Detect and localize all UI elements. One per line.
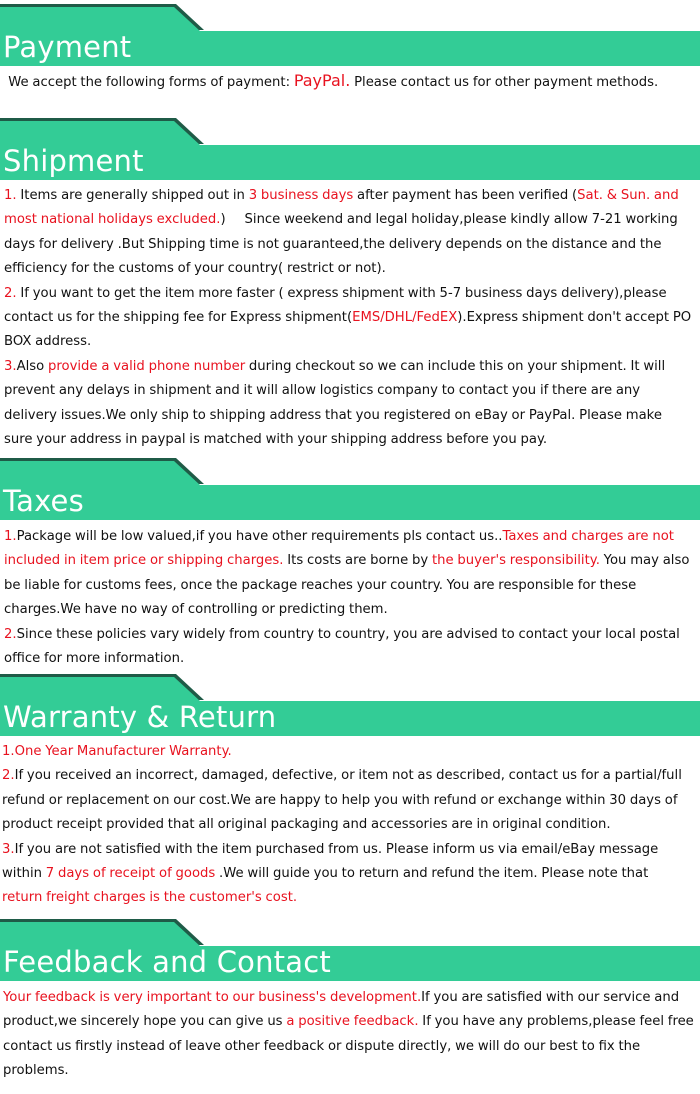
section-body <box>0 180 700 452</box>
highlight-text: the buyer's responsibility. <box>432 553 600 569</box>
text-run: Please contact us for other payment methods. <box>350 75 659 90</box>
section-banner <box>0 670 700 736</box>
section-feedback-contact <box>0 915 700 1084</box>
section-banner <box>0 915 700 981</box>
text-run: If you are not satisfied with the item purchased from us. Please inform us via email/eBay message within <box>2 841 663 882</box>
section-title: Warranty & Return <box>3 700 277 734</box>
paragraph <box>4 282 694 355</box>
highlight-text: Your feedback is very important to our business's development. <box>3 990 422 1005</box>
text-run: If you received an incorrect, damaged, defective, or item not as described, contact us for a partial/full refund or replacement on our cost.We are happy to help you with refund or exchange within 30 days of product receipt provided that all original packaging and accessories are in original condition. <box>2 768 686 833</box>
highlight-text: EMS/DHL/FedEX <box>352 310 458 326</box>
text-run: .We will guide you to return and refund the item. Please note that <box>215 866 656 882</box>
highlight-text: provide a valid phone number <box>48 358 246 374</box>
text-run: You may also be liable for customs fees, once the package reaches your country. You are responsible for these charges.We have no way of controlling or predicting them. <box>4 553 694 618</box>
paragraph <box>2 838 694 911</box>
section-title: Shipment <box>3 144 144 178</box>
section-banner <box>0 114 700 180</box>
section-title: Taxes <box>3 484 84 518</box>
text-run: ).Express shipment don't accept PO BOX address. <box>4 310 695 350</box>
highlight-text: 3. <box>4 358 17 374</box>
highlight-text: 3. <box>2 841 15 857</box>
text-run: Items are generally shipped out in <box>16 188 249 203</box>
section-banner <box>0 454 700 520</box>
text-run: Package will be low valued,if you have other requirements pls contact us.. <box>16 529 503 544</box>
highlight-text: Taxes and charges are not included in item price or shipping charges. <box>4 529 678 569</box>
text-run: If you want to get the item more faster ( express shipment with 5-7 business days delivery),please contact us for the shipping fee for Express shipment( <box>4 285 671 326</box>
section-body <box>0 736 700 911</box>
paragraph <box>4 69 694 95</box>
text-run: If you have any problems,please feel free contact us firstly instead of leave other feedback or dispute directly, we will do our best to fix the problems. <box>3 1014 698 1079</box>
section-banner <box>0 0 700 66</box>
highlight-text: 1. <box>4 529 17 544</box>
section-body <box>0 520 700 671</box>
paragraph <box>4 525 694 623</box>
highlight-text: 7 days of receipt of goods <box>45 866 216 882</box>
section-body <box>0 66 700 95</box>
text-run: after payment has been verified ( <box>353 188 578 203</box>
section-title: Payment <box>3 30 132 64</box>
text-run: Its costs are borne by <box>283 553 432 569</box>
section-shipment <box>0 114 700 452</box>
paragraph <box>3 986 698 1084</box>
highlight-text: 2. <box>4 626 17 642</box>
text-run: Also <box>16 358 49 374</box>
paragraph <box>2 740 694 764</box>
text-run: during checkout so we can include this on your shipment. It will prevent any delays in shipment and it will allow logistics company to contact you if there are any delivery issues.We only ship to shipping address that you registered on eBay or PayPal. Please make sure your address in paypal is matched with your shipping address before you pay. <box>4 358 669 448</box>
section-warranty-return <box>0 670 700 911</box>
highlight-text: return freight charges is the customer's cost. <box>2 890 298 906</box>
highlight-text: 2. <box>4 285 17 301</box>
highlight-text: 3 business days <box>248 188 354 203</box>
section-body <box>0 981 700 1084</box>
section-taxes <box>0 454 700 671</box>
paragraph <box>2 764 694 837</box>
paragraph <box>4 184 694 282</box>
section-payment <box>0 0 700 95</box>
highlight-text: PayPal. <box>293 71 351 90</box>
banner-shape <box>0 454 700 520</box>
text-run: Since these policies vary widely from country to country, you are advised to contact your local postal office for more information. <box>4 626 684 667</box>
highlight-text: 1. <box>4 188 17 203</box>
section-title: Feedback and Contact <box>3 945 331 979</box>
highlight-text: 1.One Year Manufacturer Warranty. <box>2 744 232 759</box>
text-run: If you are satisfied with our service and product,we sincerely hope you can give us <box>3 990 683 1030</box>
text-run: ) Since weekend and legal holiday,please kindly allow 7-21 working days for delivery .But Shipping time is not guaranteed,the delivery depends on the distance and the efficiency for the customs of your country( restrict or not). <box>4 212 682 277</box>
highlight-text: Sat. & Sun. and most national holidays excluded. <box>4 188 683 228</box>
paragraph <box>4 355 694 453</box>
highlight-text: a positive feedback. <box>286 1014 419 1030</box>
text-run: We accept the following forms of payment: <box>4 75 294 90</box>
paragraph <box>4 623 694 672</box>
highlight-text: 2. <box>2 768 15 784</box>
